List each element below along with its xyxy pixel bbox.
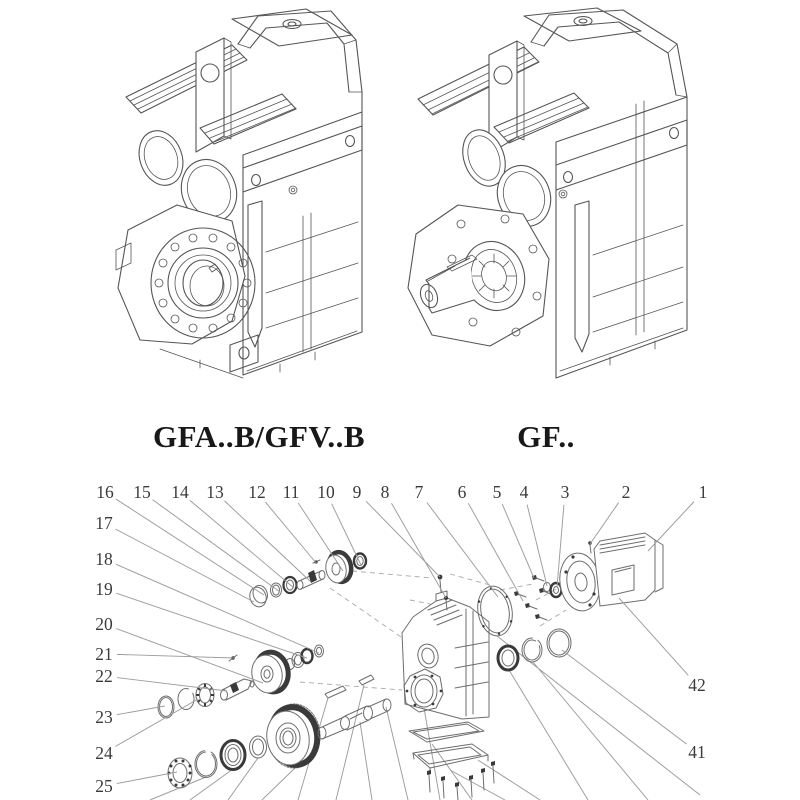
- callout-number-22: 22: [95, 666, 113, 686]
- callout-number-2: 2: [621, 482, 631, 502]
- callout-number-10: 10: [317, 482, 335, 502]
- callout-leader-24: [115, 699, 198, 747]
- callout-number-5: 5: [492, 482, 502, 502]
- callout-number-1: 1: [698, 482, 708, 502]
- callout-leader-17: [116, 529, 254, 602]
- callout-number-14: 14: [171, 482, 189, 502]
- callout-leader-21: [117, 654, 234, 658]
- bottom-cover-parts: [409, 722, 495, 800]
- callout-number-12: 12: [248, 482, 266, 502]
- callout-number-23: 23: [95, 707, 113, 727]
- housing: [402, 591, 489, 719]
- callout-leader-19: [116, 593, 307, 658]
- callout-leader-2: [590, 503, 619, 544]
- motor: [551, 533, 664, 614]
- callout-leader-16: [116, 499, 264, 595]
- callout-leader-14: [190, 500, 294, 588]
- callout-number-42: 42: [688, 675, 706, 695]
- callout-leader-20: [116, 629, 263, 683]
- callout-leader-23: [117, 706, 165, 715]
- gearbox-drawing-gf: [408, 8, 687, 378]
- callout-leader-1: [648, 502, 694, 551]
- callout-number-24: 24: [95, 743, 113, 763]
- output-gear: [263, 703, 322, 768]
- callout-number-4: 4: [519, 482, 529, 502]
- callout-leader-4: [527, 505, 547, 586]
- callout-layer: [95, 482, 707, 796]
- callout-number-41: 41: [688, 742, 706, 762]
- callout-leader-42: [619, 598, 688, 675]
- callout-leader-22: [117, 678, 227, 691]
- callout-number-15: 15: [133, 482, 151, 502]
- callout-number-9: 9: [352, 482, 362, 502]
- callout-number-21: 21: [95, 644, 113, 664]
- callout-number-11: 11: [282, 482, 300, 502]
- callout-number-8: 8: [380, 482, 390, 502]
- callout-number-13: 13: [206, 482, 224, 502]
- callout-number-16: 16: [96, 482, 114, 502]
- left-model-label: GFA..B/GFV..B: [152, 419, 366, 454]
- callout-leader-9: [366, 501, 440, 577]
- callout-number-19: 19: [95, 579, 113, 599]
- callout-number-3: 3: [560, 482, 570, 502]
- callout-leader-25: [117, 772, 177, 784]
- right-model-label: GF..: [517, 419, 575, 454]
- callout-number-18: 18: [95, 549, 113, 569]
- flange-bolts: [514, 575, 551, 620]
- callout-number-7: 7: [414, 482, 424, 502]
- callout-number-6: 6: [457, 482, 467, 502]
- exploded-view: [95, 482, 707, 800]
- callout-number-20: 20: [95, 614, 113, 634]
- callout-number-17: 17: [95, 513, 113, 533]
- callout-number-25: 25: [95, 776, 113, 796]
- callout-leader-12: [265, 502, 317, 564]
- callout-leader-41: [562, 650, 687, 744]
- gearbox-drawing-gfa-gfv: [116, 9, 362, 378]
- callout-leader-15: [153, 500, 280, 592]
